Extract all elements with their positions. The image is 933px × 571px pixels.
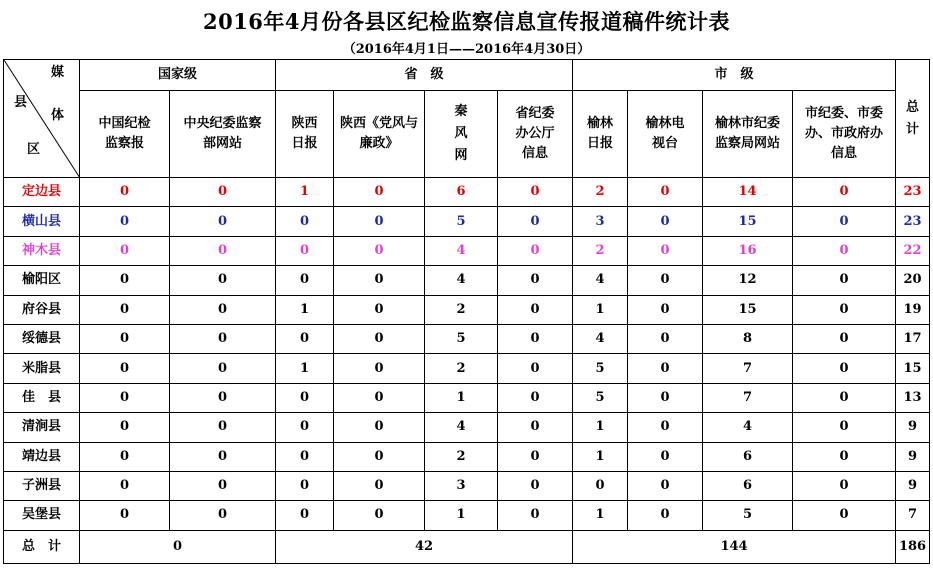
table-cell: 0 (80, 442, 170, 471)
table-cell: 0 (170, 236, 276, 265)
table-cell: 2 (573, 178, 628, 207)
table-cell: 0 (80, 266, 170, 295)
county-name: 吴堡县 (4, 501, 80, 530)
summary-row (4, 530, 930, 563)
group-header-province: 省 级 (276, 60, 573, 91)
col-header-9: 榆林市纪委监察局网站 (703, 91, 793, 178)
table-cell: 0 (498, 442, 573, 471)
table-cell: 2 (573, 236, 628, 265)
table-cell: 0 (276, 207, 334, 236)
col-header-5: 秦风网 (425, 91, 498, 178)
table-row (4, 236, 930, 265)
table-cell: 5 (573, 354, 628, 383)
table-cell: 5 (703, 501, 793, 530)
table-cell: 0 (628, 442, 703, 471)
county-name: 横山县 (4, 207, 80, 236)
table-cell: 0 (498, 178, 573, 207)
county-name: 榆阳区 (4, 266, 80, 295)
table-row (4, 354, 930, 383)
table-cell: 0 (276, 383, 334, 412)
county-name: 神木县 (4, 236, 80, 265)
group-header-national: 国家级 (80, 60, 276, 91)
table-cell: 0 (170, 413, 276, 442)
table-cell: 1 (276, 178, 334, 207)
date-range-subtitle: （2016年4月1日——2016年4月30日） (342, 42, 591, 57)
table-cell: 6 (703, 471, 793, 500)
table-row (4, 501, 930, 530)
table-cell: 0 (170, 383, 276, 412)
table-cell: 6 (425, 178, 498, 207)
county-name: 子洲县 (4, 471, 80, 500)
table-cell: 0 (80, 295, 170, 324)
table-cell: 0 (334, 236, 425, 265)
table-cell: 0 (628, 324, 703, 353)
table-cell: 0 (498, 207, 573, 236)
county-name: 靖边县 (4, 442, 80, 471)
table-cell: 0 (170, 471, 276, 500)
header-column-row (4, 91, 930, 178)
summary-city: 144 (573, 530, 896, 563)
page-title: 2016年4月份各县区纪检监察信息宣传报道稿件统计表 (202, 9, 731, 34)
table-cell: 0 (498, 295, 573, 324)
county-name: 府谷县 (4, 295, 80, 324)
table-cell: 4 (425, 236, 498, 265)
table-cell: 0 (334, 471, 425, 500)
row-total: 23 (896, 178, 930, 207)
table-cell: 0 (276, 413, 334, 442)
row-total: 13 (896, 383, 930, 412)
table-cell: 0 (793, 413, 896, 442)
table-cell: 0 (334, 207, 425, 236)
table-row (4, 471, 930, 500)
table-cell: 0 (80, 178, 170, 207)
county-name: 绥德县 (4, 324, 80, 353)
table-cell: 0 (793, 236, 896, 265)
table-cell: 0 (498, 354, 573, 383)
row-total: 22 (896, 236, 930, 265)
table-cell: 0 (276, 442, 334, 471)
table-row (4, 413, 930, 442)
table-cell: 1 (573, 442, 628, 471)
diagonal-line (4, 60, 80, 178)
group-header-city: 市 级 (573, 60, 896, 91)
table-cell: 0 (276, 501, 334, 530)
table-cell: 0 (334, 324, 425, 353)
row-total: 9 (896, 442, 930, 471)
table-cell: 0 (170, 266, 276, 295)
county-name: 定边县 (4, 178, 80, 207)
table-cell: 0 (80, 354, 170, 383)
table-cell: 12 (703, 266, 793, 295)
table-cell: 7 (703, 354, 793, 383)
table-cell: 0 (498, 383, 573, 412)
row-total: 9 (896, 413, 930, 442)
table-row (4, 178, 930, 207)
table-cell: 4 (703, 413, 793, 442)
table-cell: 0 (334, 178, 425, 207)
table-cell: 0 (498, 501, 573, 530)
table-cell: 16 (703, 236, 793, 265)
table-cell: 4 (573, 324, 628, 353)
table-cell: 0 (334, 383, 425, 412)
table-cell: 15 (703, 295, 793, 324)
table-cell: 0 (80, 236, 170, 265)
table-cell: 0 (628, 501, 703, 530)
row-total: 20 (896, 266, 930, 295)
table-cell: 0 (334, 442, 425, 471)
table-cell: 0 (793, 471, 896, 500)
table-cell: 0 (334, 501, 425, 530)
table-row (4, 207, 930, 236)
table-cell: 0 (498, 324, 573, 353)
col-header-6: 省纪委办公厅信息 (498, 91, 573, 178)
table-cell: 2 (425, 295, 498, 324)
table-cell: 0 (498, 413, 573, 442)
table-cell: 0 (793, 501, 896, 530)
table-cell: 0 (628, 413, 703, 442)
table-cell: 0 (170, 295, 276, 324)
statistics-table (3, 59, 930, 564)
col-header-3: 陕西日报 (276, 91, 334, 178)
table-cell: 5 (573, 383, 628, 412)
row-total: 15 (896, 354, 930, 383)
table-cell: 0 (628, 383, 703, 412)
table-cell: 2 (425, 354, 498, 383)
table-cell: 0 (334, 413, 425, 442)
corner-label-media-1: 媒 (51, 65, 65, 80)
table-cell: 0 (334, 266, 425, 295)
table-row (4, 266, 930, 295)
table-cell: 0 (628, 236, 703, 265)
table-cell: 0 (628, 354, 703, 383)
table-cell: 8 (703, 324, 793, 353)
table-cell: 1 (573, 501, 628, 530)
table-cell: 1 (276, 354, 334, 383)
table-cell: 0 (170, 324, 276, 353)
row-total: 9 (896, 471, 930, 500)
table-cell: 14 (703, 178, 793, 207)
table-cell: 1 (276, 295, 334, 324)
col-header-8: 榆林电视台 (628, 91, 703, 178)
table-row (4, 295, 930, 324)
county-name: 米脂县 (4, 354, 80, 383)
table-cell: 7 (703, 383, 793, 412)
table-cell: 0 (628, 178, 703, 207)
table-cell: 0 (498, 266, 573, 295)
table-cell: 0 (573, 471, 628, 500)
table-cell: 0 (793, 383, 896, 412)
table-cell: 0 (334, 354, 425, 383)
summary-province: 42 (276, 530, 573, 563)
table-cell: 0 (793, 266, 896, 295)
table-cell: 1 (425, 501, 498, 530)
table-cell: 0 (80, 471, 170, 500)
corner-label-county-1: 县 (14, 95, 28, 110)
table-cell: 0 (334, 295, 425, 324)
table-cell: 0 (170, 207, 276, 236)
table-cell: 5 (425, 207, 498, 236)
table-cell: 0 (170, 442, 276, 471)
table-cell: 0 (628, 207, 703, 236)
table-row (4, 324, 930, 353)
col-header-4: 陕西《党风与廉政》 (334, 91, 425, 178)
table-cell: 2 (425, 442, 498, 471)
table-row (4, 383, 930, 412)
table-cell: 1 (573, 295, 628, 324)
county-name: 佳 县 (4, 383, 80, 412)
table-cell: 0 (628, 471, 703, 500)
table-cell: 0 (793, 354, 896, 383)
table-cell: 0 (276, 324, 334, 353)
table-row (4, 442, 930, 471)
table-cell: 4 (573, 266, 628, 295)
corner-header-cell (4, 60, 80, 178)
table-cell: 0 (170, 501, 276, 530)
table-cell: 3 (425, 471, 498, 500)
group-header-total: 总计 (896, 60, 930, 178)
header-group-row (4, 60, 930, 91)
table-cell: 15 (703, 207, 793, 236)
table-cell: 0 (498, 236, 573, 265)
table-cell: 0 (80, 324, 170, 353)
summary-label: 总 计 (4, 530, 80, 563)
table-cell: 0 (498, 471, 573, 500)
table-cell: 0 (80, 383, 170, 412)
table-cell: 0 (80, 501, 170, 530)
table-cell: 0 (793, 324, 896, 353)
table-cell: 0 (628, 295, 703, 324)
row-total: 23 (896, 207, 930, 236)
corner-label-county-2: 区 (27, 142, 41, 157)
col-header-1: 中国纪检监察报 (80, 91, 170, 178)
table-cell: 1 (573, 413, 628, 442)
table-cell: 3 (573, 207, 628, 236)
table-cell: 4 (425, 413, 498, 442)
table-cell: 0 (80, 413, 170, 442)
table-cell: 0 (276, 266, 334, 295)
table-cell: 0 (276, 471, 334, 500)
table-cell: 6 (703, 442, 793, 471)
row-total: 7 (896, 501, 930, 530)
table-cell: 0 (793, 442, 896, 471)
summary-national: 0 (80, 530, 276, 563)
col-header-2: 中央纪委监察部网站 (170, 91, 276, 178)
col-header-7: 榆林日报 (573, 91, 628, 178)
table-cell: 0 (80, 207, 170, 236)
table-cell: 1 (425, 383, 498, 412)
table-cell: 0 (170, 354, 276, 383)
summary-total: 186 (896, 530, 930, 563)
table-cell: 4 (425, 266, 498, 295)
table-cell: 5 (425, 324, 498, 353)
table-cell: 0 (276, 236, 334, 265)
table-cell: 0 (170, 178, 276, 207)
table-cell: 0 (628, 266, 703, 295)
row-total: 17 (896, 324, 930, 353)
table-cell: 0 (793, 207, 896, 236)
corner-label-media-2: 体 (51, 108, 65, 123)
table-cell: 0 (793, 178, 896, 207)
table-cell: 0 (793, 295, 896, 324)
row-total: 19 (896, 295, 930, 324)
col-header-10: 市纪委、市委办、市政府办信息 (793, 91, 896, 178)
county-name: 清涧县 (4, 413, 80, 442)
